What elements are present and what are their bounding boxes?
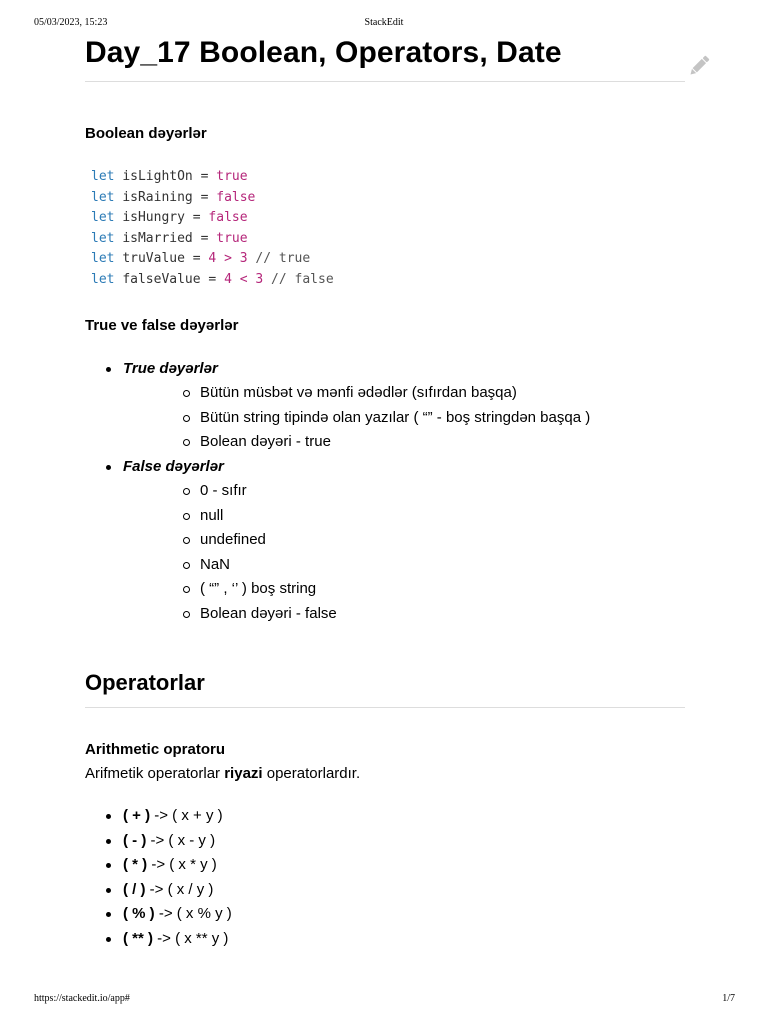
print-datetime: 05/03/2023, 15:23 <box>34 17 108 28</box>
code-value: 4 > 3 <box>208 251 248 267</box>
list-item: Bolean dəyəri - true <box>123 430 685 455</box>
list-item: null <box>123 504 685 529</box>
list-item <box>85 902 685 927</box>
operator-symbol: ( % ) <box>123 905 155 923</box>
list-item: Bütün müsbət və mənfi ədədlər (sıfırdan başqa) <box>123 381 685 406</box>
code-comment: // false <box>271 271 334 287</box>
code-line <box>91 229 685 250</box>
document-body <box>85 30 685 951</box>
operator-expression: -> ( x ** y ) <box>153 929 229 947</box>
sub-list <box>123 381 685 455</box>
code-operator: = <box>208 271 217 287</box>
list-item <box>85 878 685 903</box>
code-value: 4 < 3 <box>224 271 264 287</box>
page-title: Day_17 Boolean, Operators, Date <box>85 30 685 82</box>
print-footer <box>0 993 768 1007</box>
boolean-heading: Boolean dəyərlər <box>85 125 207 142</box>
list-item <box>85 853 685 878</box>
operators-heading: Operatorlar <box>85 666 685 708</box>
code-comment: // true <box>255 251 311 267</box>
list-item: ( “” , ‘’ ) boş string <box>123 577 685 602</box>
arith-intro-after: operatorlardır. <box>262 765 361 783</box>
code-keyword: let <box>91 210 115 226</box>
list-item: NaN <box>123 553 685 578</box>
code-variable: falseValue <box>122 271 201 287</box>
arith-heading: Arithmetic opratoru <box>85 741 226 759</box>
code-line <box>91 188 685 209</box>
code-line <box>91 208 685 229</box>
code-line <box>91 167 685 188</box>
code-keyword: let <box>91 271 115 287</box>
code-line <box>91 249 685 270</box>
code-variable: truValue <box>122 251 185 267</box>
operator-expression: -> ( x % y ) <box>154 905 232 923</box>
pencil-icon[interactable] <box>686 53 712 79</box>
code-operator: = <box>192 251 201 267</box>
print-app-name: StackEdit <box>364 17 404 28</box>
list-item: 0 - sıfır <box>123 479 685 504</box>
code-keyword: let <box>91 169 115 184</box>
code-keyword: let <box>91 230 115 246</box>
code-value: true <box>216 230 248 246</box>
group-label: True dəyərlər <box>123 359 218 377</box>
code-variable: isRaining <box>122 189 193 205</box>
code-variable: isLightOn <box>122 169 193 184</box>
print-page-number: 1/7 <box>722 993 735 1004</box>
code-value: true <box>216 169 248 184</box>
code-operator: = <box>200 230 209 246</box>
code-keyword: let <box>91 251 115 267</box>
code-value: false <box>208 210 248 226</box>
print-header <box>0 17 768 31</box>
print-url: https://stackedit.io/app# <box>34 993 130 1004</box>
list-item: Bütün string tipində olan yazılar ( “” - boş stringdən başqa ) <box>123 406 685 431</box>
list-item: Bolean dəyəri - false <box>123 602 685 627</box>
list-item: undefined <box>123 528 685 553</box>
arith-intro-before: Arifmetik operatorlar <box>85 765 225 783</box>
list-item <box>85 804 685 829</box>
code-variable: isMarried <box>122 230 193 246</box>
operator-list <box>85 804 685 951</box>
sub-list <box>123 479 685 626</box>
code-line <box>91 270 685 291</box>
truefalse-list <box>85 357 685 627</box>
code-operator: = <box>200 169 209 184</box>
code-value: false <box>216 189 256 205</box>
list-item <box>85 357 685 455</box>
operator-symbol: ( ** ) <box>123 929 153 947</box>
list-item <box>85 455 685 627</box>
truefalse-heading: True ve false dəyərlər <box>85 316 239 334</box>
operator-symbol: ( / ) <box>123 880 146 898</box>
operator-symbol: ( * ) <box>123 856 148 874</box>
arith-intro <box>85 764 685 784</box>
operator-expression: -> ( x - y ) <box>146 831 216 849</box>
code-variable: isHungry <box>122 210 185 226</box>
operator-expression: -> ( x / y ) <box>145 880 214 898</box>
operator-expression: -> ( x + y ) <box>150 807 223 825</box>
code-operator: = <box>192 210 201 226</box>
code-keyword: let <box>91 189 115 205</box>
list-item <box>85 927 685 952</box>
operator-symbol: ( - ) <box>123 831 147 849</box>
arith-intro-bold: riyazi <box>224 765 263 783</box>
list-item <box>85 829 685 854</box>
code-operator: = <box>200 189 209 205</box>
code-block <box>85 167 685 291</box>
operator-symbol: ( + ) <box>123 807 151 825</box>
operator-expression: -> ( x * y ) <box>147 856 217 874</box>
group-label: False dəyərlər <box>123 457 224 475</box>
